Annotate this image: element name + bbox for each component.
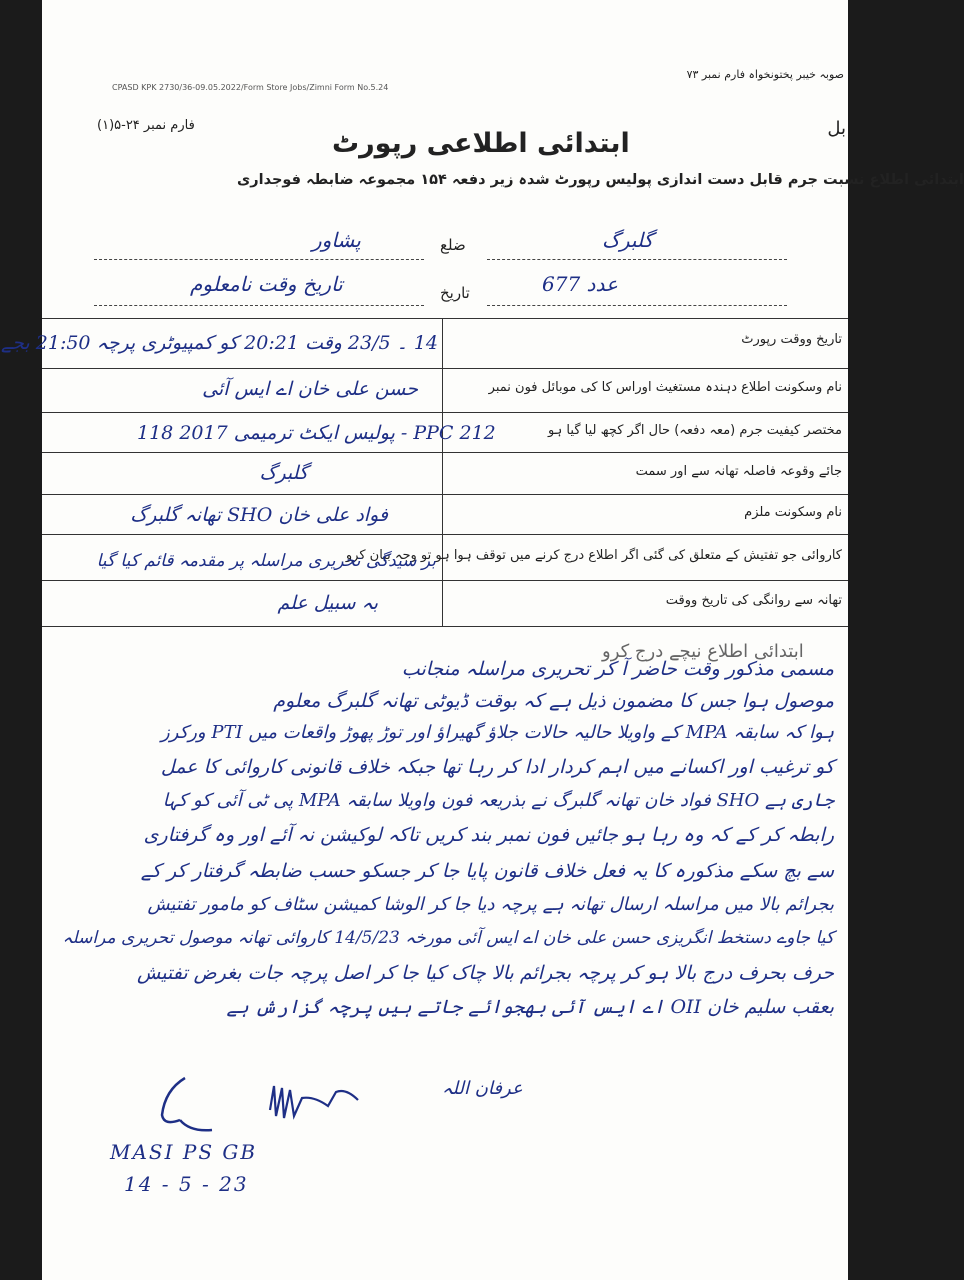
row-label-offence: مختصر کیفیت جرم (معہ دفعہ) حال اگر کچھ لیا گیا ہو — [547, 423, 842, 438]
row-value-action: بر سیدگی تحریری مراسلہ پر مقدمہ قائم کیا گیا — [96, 551, 436, 571]
officer-name: عرفان اللہ — [442, 1078, 523, 1099]
row-value-informant: حسن علی خان اے ایس آئی — [202, 378, 418, 400]
row-value-offence: 118 پولیس ایکٹ ترمیمی 2017 - PPC 212 — [137, 422, 496, 444]
row-label-place: جائے وقوعہ فاصلہ تھانہ سے اور سمت — [635, 464, 842, 479]
narrative-line: مسمی مذکور وقت حاضر آ کر تحریری مراسلہ منجانب — [401, 658, 834, 680]
row-label-action: کاروائی جو تفتیش کے متعلق کی گئی اگر اطلاع درج کرنے میں توقف ہوا ہو تو وجہ بیان کرو — [345, 548, 842, 563]
row-label-report-time: تاریخ ووقت رپورٹ — [741, 332, 842, 347]
narrative-line: بجرائم بالا میں مراسلہ ارسال تھانہ ہے پرچہ دیا جا کر الوشا کمیشن سٹاف کو مامور تفتیش — [147, 894, 834, 915]
row-value-departure: بہ سبیل علم — [277, 592, 378, 614]
date-label: تاریخ — [440, 284, 470, 302]
form-number: فارم نمبر ۲۴-۵(۱) — [97, 118, 195, 133]
row-value-place: گلبرگ — [259, 462, 308, 484]
stamp-line-2: 14 - 5 - 23 — [124, 1172, 249, 1196]
narrative-heading: ابتدائی اطلاع نیچے درج کرو — [602, 641, 804, 662]
narrative-line: سے بچ سکے مذکورہ کا یہ فعل خلاف قانون پایا جا کر جسکو حسب ضابطہ گرفتار کر کے — [140, 860, 834, 882]
signature-scribble — [150, 1060, 390, 1140]
report-title: ابتدائی اطلاعی رپورٹ — [332, 128, 630, 159]
district-label: ضلع — [440, 236, 466, 254]
narrative-line: حرف بحرف درج بالا ہو کر پرچہ بجرائم بالا چاک کیا جا کر اصل پرچہ جات بغرض تفتیش — [137, 962, 834, 984]
narrative-line: جاری ہے SHO فواد خان تھانہ گلبرگ نے بذریعہ فون واویلا سابقہ MPA پی ٹی آئی کو کہا — [162, 790, 834, 811]
fir-document — [1, 0, 964, 1280]
row-value-report-time: 14 ۔ 23/5 وقت 20:21 کو کمپیوٹری پرچہ 21:50 بجے — [1, 332, 438, 354]
row-value-accused: فواد علی خان SHO تھانہ گلبرگ — [130, 504, 388, 526]
row-label-informant: نام وسکونت اطلاع دہندہ مستغیث اوراس کا کی موبائل فون نمبر — [488, 380, 842, 395]
number-value: عدد 677 — [542, 272, 618, 296]
narrative-line: بعقب سلیم خان OII اے ایس آئی بھجوائے جاتے ہیں پرچہ گزارش ہے — [226, 996, 834, 1018]
narrative-line: رابطہ کر کے کہ وہ رہا ہو جائیں فون نمبر بند کریں تاکہ لوکیشن نہ آئے اور وہ گرفتاری — [143, 824, 834, 846]
narrative-line: کیا جاوے دستخط انگریزی حسن علی خان اے ایس آئی مورخہ 14/5/23 کاروائی تھانہ موصول تحریری مراسلہ — [62, 928, 834, 948]
report-subtitle: ابتدائی اطلاع نسبت جرم قابل دست اندازی پولیس رپورٹ شدہ زیر دفعہ ۱۵۴ مجموعہ ضابطہ فوجداری — [237, 172, 964, 188]
narrative-line: موصول ہوا جس کا مضمون ذیل ہے کہ بوقت ڈیوٹی تھانہ گلبرگ معلوم — [273, 690, 834, 712]
margin-label: بل — [827, 118, 846, 139]
district-value: پشاور — [312, 228, 361, 252]
date-value: تاریخ وقت نامعلوم — [190, 272, 343, 296]
stamp-line-1: MASI PS GB — [110, 1140, 258, 1164]
thana-value: گلبرگ — [602, 228, 654, 252]
form-code: CPASD KPK 2730/36-09.05.2022/Form Store Jobs/Zimni Form No.5.24 — [112, 83, 389, 92]
narrative-line: کو ترغیب اور اکسانے میں اہم کردار ادا کر رہا تھا جبکہ خلاف قانونی کاروائی کا عمل — [160, 756, 834, 778]
row-label-departure: تھانہ سے روانگی کی تاریخ ووقت — [665, 593, 842, 608]
row-label-accused: نام وسکونت ملزم — [744, 505, 842, 520]
province-form-number: صوبہ خیبر پختونخواہ فارم نمبر ۷۳ — [686, 68, 844, 81]
narrative-line: ہوا کہ سابقہ MPA کے واویلا حالیہ حالات جلاؤ گھیراؤ اور توڑ پھوڑ واقعات میں PTI ورکرز — [161, 722, 834, 743]
